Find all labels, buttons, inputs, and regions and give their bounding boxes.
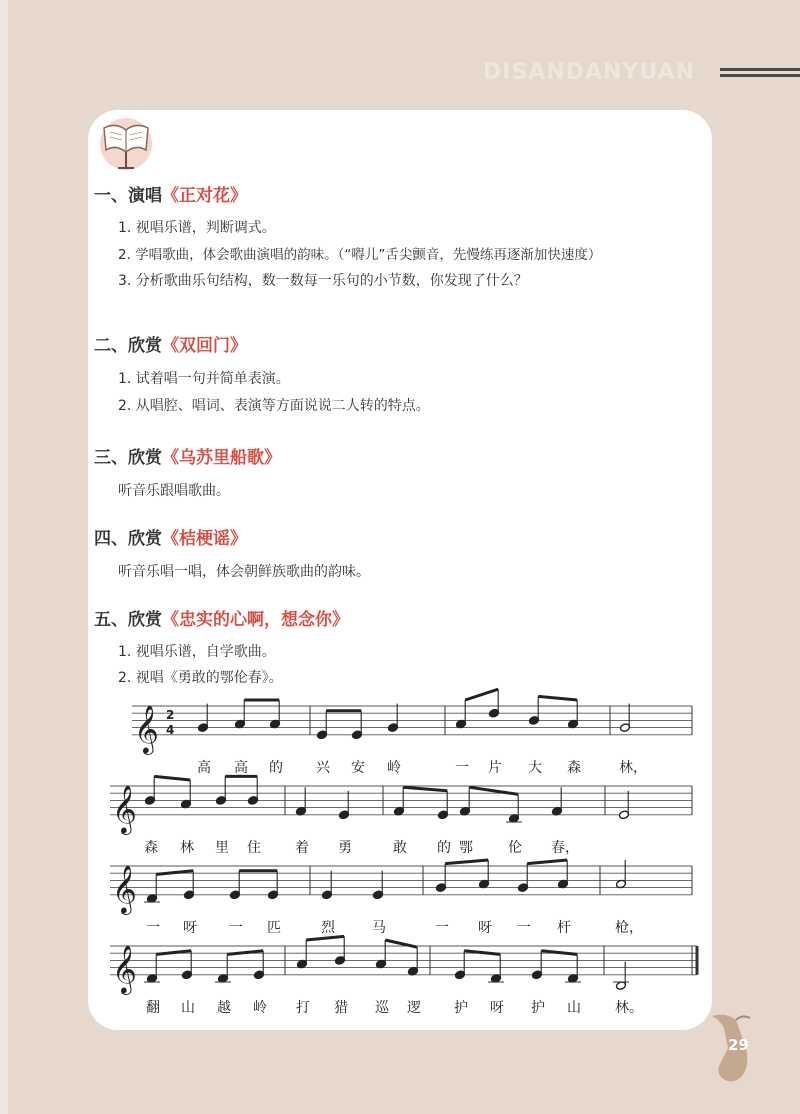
lyric-syllable: 片 bbox=[488, 759, 502, 776]
beam bbox=[156, 871, 193, 875]
beam bbox=[154, 776, 190, 780]
section-label: 一、演唱 bbox=[94, 186, 162, 206]
song-title: 《忠实的心啊，想念你》 bbox=[162, 610, 349, 630]
song-title: 《双回门》 bbox=[162, 336, 247, 356]
section-2-item-2: 2. 从唱腔、唱词、表演等方面说说二人转的特点。 bbox=[118, 398, 430, 414]
beam bbox=[227, 951, 263, 955]
section-label: 四、欣赏 bbox=[94, 529, 162, 549]
lyric-syllable: 住 bbox=[247, 839, 261, 856]
lyric-syllable: 着 bbox=[295, 839, 309, 856]
lyric-syllable: 林 bbox=[180, 839, 194, 856]
lyric-syllable: 杆 bbox=[557, 919, 571, 936]
lyric-syllable: 林。 bbox=[615, 999, 643, 1016]
section-3-item-1: 听音乐跟唱歌曲。 bbox=[118, 483, 230, 499]
section-4-item-1: 听音乐唱一唱，体会朝鲜族歌曲的韵味。 bbox=[118, 564, 370, 580]
beam bbox=[403, 787, 447, 791]
lyric-syllable: 高 bbox=[197, 759, 211, 776]
lyric-syllable: 的 bbox=[437, 839, 451, 856]
lyric-syllable: 一 bbox=[229, 919, 243, 936]
lyric-syllable: 森 bbox=[567, 759, 581, 776]
section-label: 五、欣赏 bbox=[94, 610, 162, 630]
lyric-syllable: 里 bbox=[215, 839, 229, 856]
beam bbox=[306, 936, 344, 940]
beam bbox=[464, 951, 500, 955]
song-title: 《乌苏里船歌》 bbox=[162, 448, 281, 468]
beam bbox=[465, 689, 498, 700]
lyric-syllable: 勇 bbox=[338, 839, 352, 856]
lyric-syllable: 枪， bbox=[615, 919, 643, 936]
song-title: 《桔梗谣》 bbox=[162, 529, 247, 549]
lyric-syllable: 一 bbox=[517, 919, 531, 936]
beam bbox=[541, 951, 577, 955]
lyric-syllable: 大 bbox=[528, 759, 542, 776]
lyric-syllable: 的 bbox=[269, 759, 283, 776]
lyric-syllable: 伦 bbox=[508, 839, 522, 856]
page-number: 29 bbox=[728, 1036, 749, 1054]
song-title: 《正对花》 bbox=[162, 186, 247, 206]
lyric-syllable: 逻 bbox=[407, 999, 421, 1016]
section-label: 三、欣赏 bbox=[94, 448, 162, 468]
lyric-syllable: 烈 bbox=[321, 919, 335, 936]
treble-clef-icon: 𝄞 bbox=[134, 703, 159, 753]
lyric-syllable: 越 bbox=[217, 999, 231, 1016]
lyric-syllable: 敢 bbox=[393, 839, 407, 856]
section-2-item-1: 1. 试着唱一句并简单表演。 bbox=[118, 371, 290, 387]
lyric-syllable: 高 bbox=[234, 759, 248, 776]
beam bbox=[156, 951, 191, 955]
lyric-syllable: 巡 bbox=[375, 999, 389, 1016]
lyric-syllable: 岭 bbox=[253, 999, 267, 1016]
section-5-item-2: 2. 视唱《勇敢的鄂伦春》。 bbox=[118, 670, 283, 686]
lyric-syllable: 呀 bbox=[490, 999, 504, 1016]
unit-title: DISANDANYUAN bbox=[483, 60, 695, 85]
lyric-syllable: 打 bbox=[296, 999, 310, 1016]
lyric-syllable: 呀 bbox=[183, 919, 197, 936]
beam bbox=[538, 696, 577, 700]
treble-clef-icon: 𝄞 bbox=[112, 943, 137, 993]
section-1-item-2: 2. 学唱歌曲，体会歌曲演唱的韵味。（“嘚儿”舌尖颤音，先慢练再逐渐加快速度） bbox=[118, 247, 602, 263]
section-1-item-3: 3. 分析歌曲乐句结构，数一数每一乐句的小节数，你发现了什么？ bbox=[118, 273, 528, 289]
treble-clef-icon: 𝄞 bbox=[112, 783, 137, 833]
lyric-syllable: 岭 bbox=[387, 759, 401, 776]
lyric-syllable: 马 bbox=[372, 919, 386, 936]
lyric-syllable: 翻 bbox=[146, 999, 160, 1016]
time-signature-bottom: 4 bbox=[166, 723, 175, 737]
lyric-syllable: 匹 bbox=[267, 919, 281, 936]
lyric-syllable: 春， bbox=[551, 839, 579, 856]
lyric-syllable: 兴 bbox=[316, 759, 330, 776]
lyric-syllable: 一 bbox=[455, 759, 469, 776]
lyric-syllable: 一 bbox=[146, 919, 160, 936]
section-1-item-1: 1. 视唱乐谱，判断调式。 bbox=[118, 220, 276, 236]
section-5-item-1: 1. 视唱乐谱，自学歌曲。 bbox=[118, 644, 276, 660]
lyric-syllable: 鄂 bbox=[459, 839, 473, 856]
lyric-syllable: 山 bbox=[567, 999, 581, 1016]
lyric-syllable: 林， bbox=[619, 759, 647, 776]
lyric-syllable: 安 bbox=[351, 759, 365, 776]
lyric-syllable: 猎 bbox=[334, 999, 348, 1016]
lyric-syllable: 一 bbox=[435, 919, 449, 936]
section-label: 二、欣赏 bbox=[94, 336, 162, 356]
lyric-syllable: 护 bbox=[531, 999, 545, 1016]
treble-clef-icon: 𝄞 bbox=[112, 863, 137, 913]
lyric-syllable: 森 bbox=[144, 839, 158, 856]
time-signature-top: 2 bbox=[166, 708, 175, 722]
beam bbox=[445, 860, 488, 864]
lyric-syllable: 护 bbox=[454, 999, 468, 1016]
lyric-syllable: 呀 bbox=[478, 919, 492, 936]
lyric-syllable: 山 bbox=[181, 999, 195, 1016]
beam bbox=[527, 860, 567, 864]
